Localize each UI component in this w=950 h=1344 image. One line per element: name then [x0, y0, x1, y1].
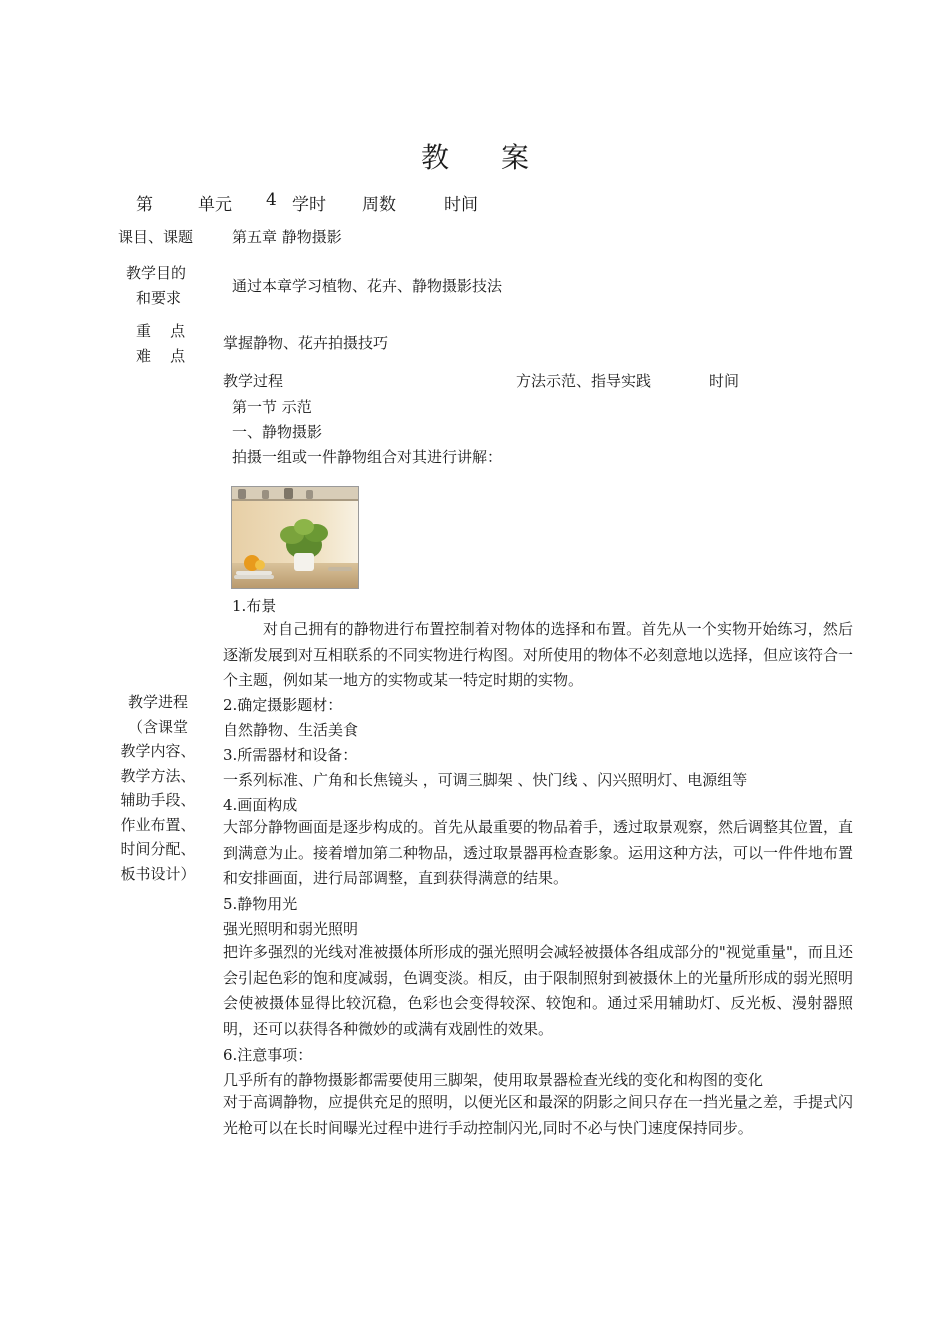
heading-3: 3.所需器材和设备：: [223, 746, 358, 764]
sidebar-line: 板书设计）: [120, 864, 196, 883]
paragraph-6b: 对于高调静物，应提供充足的照明，以便光区和最深的阴影之间只存在一挡光量之差，手提式闪光枪可以在长时间曝光过程中进行手动控制闪光,同时不必与快门速度保持同步。: [223, 1093, 854, 1137]
paragraph-1: 对自己拥有的静物进行布置控制着对物体的选择和布置。首先从一个实物开始练习，然后逐渐发展到对互相联系的不同实物进行构图。对所使用的物体不必刻意地以选择，但应该符合一个主题，例如某一地方的实物或某一特定时期的实物。: [223, 620, 854, 689]
sidebar-line: （含课堂: [127, 717, 188, 736]
section-heading: 第一节 示范: [232, 398, 312, 416]
still-life-illustration: [232, 487, 358, 588]
heading-5: 5.静物用光: [223, 895, 298, 913]
progress-sidebar: [112, 690, 204, 886]
goal-label-2: 和要求: [136, 289, 182, 307]
heading-1: 1.布景: [232, 597, 277, 615]
title-char-1: 教: [420, 141, 449, 174]
title-char-2: 案: [501, 141, 530, 174]
unit-prefix: 第: [136, 195, 153, 215]
hours-label: 学时: [292, 195, 326, 215]
paragraph-3: 一系列标准、广角和长焦镜头 ，可调三脚架 、快门线 、闪兴照明灯、电源组等: [223, 771, 748, 789]
process-label: 教学过程: [223, 372, 284, 390]
key-value: 掌握静物、花卉拍摄技巧: [223, 334, 389, 352]
paragraph-6a: 几乎所有的静物摄影都需要使用三脚架，使用取景器检查光线的变化和构图的变化: [223, 1071, 764, 1089]
time-label: 时间: [444, 195, 478, 215]
hours-value: 4: [266, 190, 277, 210]
intro-text: 拍摄一组或一件静物组合对其进行讲解：: [232, 448, 503, 466]
sidebar-line: 教学进程: [127, 693, 188, 711]
goal-value: 通过本章学习植物、花卉、静物摄影技法: [232, 277, 503, 295]
heading-5-sub: 强光照明和弱光照明: [223, 920, 359, 938]
heading-2: 2.确定摄影题材：: [223, 696, 343, 714]
sidebar-line: 教学内容、: [120, 742, 196, 760]
paragraph-5: 把许多强烈的光线对准被摄体所形成的强光照明会减轻被摄体各组成部分的"视觉重量"，而且还会引起色彩的饱和度减弱，色调变淡。相反，由于限制照射到被摄休上的光量所形成的弱光照明会使被摄体显得比较沉稳，色彩也会变得较深、较饱和。通过采用辅助灯、反光板、漫射器照明，还可以获得各种微妙的或满有戏剧性的效果。: [223, 943, 854, 1038]
topic-value: 第五章 静物摄影: [232, 228, 342, 246]
subsection-heading: 一、静物摄影: [232, 423, 323, 441]
process-method: 方法示范、指导实践: [516, 372, 652, 390]
sidebar-line: 时间分配、: [120, 840, 196, 858]
sidebar-line: 辅助手段、: [120, 791, 196, 809]
key-label-2: 难 点: [136, 347, 186, 365]
sidebar-line: 作业布置、: [120, 815, 196, 834]
paragraph-4: 大部分静物画面是逐步构成的。首先从最重要的物品着手，透过取景观察，然后调整其位置，直到满意为止。接着增加第二种物品，透过取景器再检查影象。运用这种方法，可以一件件地布置和安排画面，进行局部调整，直到获得满意的结果。: [223, 818, 854, 887]
heading-6: 6.注意事项：: [223, 1046, 313, 1064]
week-label: 周数: [362, 195, 396, 215]
sidebar-line: 教学方法、: [120, 766, 196, 785]
page-title: [0, 136, 950, 176]
unit-label: 单元: [198, 195, 232, 215]
topic-label: 课目、课题: [118, 228, 194, 246]
process-time: 时间: [709, 372, 740, 390]
paragraph-2: 自然静物、生活美食: [223, 721, 359, 739]
heading-4: 4.画面构成: [223, 796, 298, 814]
still-life-photo: [231, 486, 359, 589]
goal-label-1: 教学目的: [126, 264, 187, 282]
key-label-1: 重 点: [136, 322, 186, 340]
